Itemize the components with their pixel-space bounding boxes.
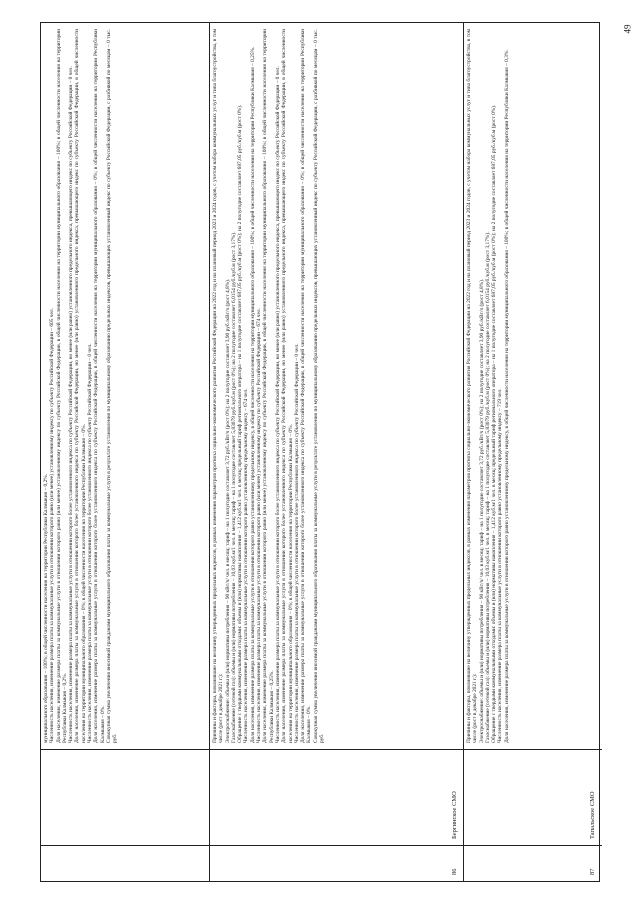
paragraph: Доля населения, изменение размера платы за коммунальные услуги в отношении которого более установленного индекса по субъекту Российской Федерации, в общей численности населения на территории муниципального образования – 0%; в общей численности населения на территории Республики Калмыкия – 0%. xyxy=(300,29,313,743)
table-row xyxy=(463,23,602,881)
row-number: 86 xyxy=(451,868,458,875)
paragraph: Доля населения, изменение размера платы за коммунальные услуги в отношении которого более установленного индекса по субъекту Российской Федерации, в общей численности населения на территории муниципального образования – 0%; в общей численности населения на территории Республики Калмыкия – 0%. xyxy=(93,29,106,743)
paragraph: Причины и факторы, повлиявшие на величину утвержденных предельных индексов, в рамках изменения параметров прогноза социально-экономического развития Российской Федерации на 2022 год и на плановый период 2023 и 2024 годов, с учетом набора коммунальных услуг и типа благоустройства, в том числе (рост в декабре 2021 г.): xyxy=(466,29,479,743)
paragraph: Численность населения, изменение размера платы за коммунальные услуги в отношении которого равно установленному предельному индексу – 719 чел. xyxy=(497,388,504,743)
row-number: 87 xyxy=(589,868,596,875)
paragraph: Обращение с твердыми коммунальными отходами: объемы и (или) нормативы накопления – 1,412 куб.м/1 чел. в месяц; предельный тариф регионального оператора – на 1 полугодие составляет 687,05 руб./куб.м (рост 0%); на 2 полугодие составляет 687,05 руб./куб.м (рост 0%). xyxy=(237,104,244,743)
paragraph: Численность населения, изменение размера платы за коммунальные услуги в отношении которого равно установленному предельному индексу – 674 чел. xyxy=(243,388,250,743)
municipality-name: Бергинское СМО xyxy=(451,791,458,839)
paragraph: Доля населения, изменение размера платы за коммунальные услуги в отношении которого равно (или менее) установленному индексу по субъекту Российской Федерации, в общей численности населения на территории муниципального образования – 100%; в общей численности населения на территории Республики Калмыкия – 0,25%. xyxy=(262,29,275,743)
paragraph: Причины и факторы, повлиявшие на величину утвержденных предельных индексов, в рамках изменения параметров прогноза социально-экономического развития Российской Федерации на 2022 год и на плановый период 2023 и 2024 годов, с учетом набора коммунальных услуг и типа благоустройства, в том числе (рост в декабре 2021 г.): xyxy=(212,29,225,743)
table-row xyxy=(41,23,209,881)
paragraph: Численность населения, изменение размера платы за коммунальные услуги в отношении которого равно (или менее) установленному индексу по субъекту Российской Федерации – 674 чел. xyxy=(256,308,263,743)
paragraph: Газоснабжение (сетевой газ): объемы и (или) нормативы потребления – 10,03 куб.м/1 чел. в месяц; тариф – на 1 полугодие составляет 5,83079 руб./куб.м (рост 0%); на 2 полугодие составляет 6,0154 руб./куб.м (рост 3,17%). xyxy=(230,231,237,743)
rotated-table-sheet xyxy=(40,22,600,882)
paragraph: Обращение с твердыми коммунальными отходами: объемы и (или) нормативы накопления – 1,412 куб.м/1 чел. в месяц; предельный тариф регионального оператора – на 1 полугодие составляет 687,05 руб./куб.м (рост 0%); на 2 полугодие составляет 687,05 руб./куб.м (рост 0%). xyxy=(491,104,498,743)
paragraph: Численность населения, изменение размера платы за коммунальные услуги в отношении которого равно (или менее) установленному индексу по субъекту Российской Федерации – 605 чел. xyxy=(49,308,56,743)
paragraph: Доля населения, изменение размера платы за коммунальные услуги в отношении которого равно установленному предельному индексу, в общей численности населения на территории муниципального образования – 100%; в общей численности населения на территории Республики Калмыкия – 0,3%. xyxy=(503,49,510,743)
paragraph: Численность населения, изменение размера платы за коммунальные услуги в отношении которого более установленного индекса по субъекту Российской Федерации, но менее (или равно) установленного предельного индекса, превышающего индекс по субъекту Российской Федерации – 0 чел. xyxy=(274,66,281,743)
paragraph: Численность населения, изменение размера платы за коммунальные услуги в отношении которого более установленного индекса по субъекту Российской Федерации, но менее (или равно) установленного предельного индекса, превышающего индекс по субъекту Российской Федерации – 0 чел. xyxy=(68,66,75,743)
paragraph: Доля населения, изменение размера платы за коммунальные услуги в отношении которого равно (или менее) установленному индексу по субъекту Российской Федерации, в общей численности населения на территории муниципального образования – 100%; в общей численности населения на территории Республики Калмыкия – 0,2%. xyxy=(55,29,68,743)
paragraph: Электроснабжение: объемы и (или) нормативы потребления – 90 кВт/ч/ чел. в месяц; тариф – на 1 полугодие составляет 3,72 руб./кВт/ч (рост 0%); на 2 полугодие составляет 3,90 руб./кВт/ч (рост 4,8%). xyxy=(478,278,485,743)
row-number-cell xyxy=(41,845,209,881)
table-frame xyxy=(40,22,600,882)
row-number-cell xyxy=(210,845,464,881)
paragraph: Численность населения, изменение размера платы за коммунальные услуги в отношении которого более установленного индекса по субъекту Российской Федерации – 0 чел. xyxy=(87,343,94,743)
row-number-cell xyxy=(464,845,602,881)
paragraph: Численность населения, изменение размера платы за коммунальные услуги в отношении которого более установленного индекса по субъекту Российской Федерации – 0 чел. xyxy=(293,343,300,743)
table-row xyxy=(209,23,464,881)
municipality-name: Тапальское СМО xyxy=(589,791,596,839)
description-cell xyxy=(464,23,602,749)
municipality-cell xyxy=(210,749,464,845)
paragraph: Совокупная сумма увеличения вносимой гражданами муниципального образования платы за коммунальные услуги в результате установления по муниципальному образованию предельных индексов, превышающих установленный индекс по субъекту Российской Федерации, с разбивкой по месяцам – 0 тыс. руб. xyxy=(312,29,326,743)
page-number: 49 xyxy=(622,24,633,34)
municipality-cell xyxy=(41,749,209,845)
paragraph: Газоснабжение (сетевой газ): объемы и (или) нормативы потребления – 10,03 куб.м/1 чел. в месяц; тариф – на 1 полугодие составляет 5,83079 руб./куб.м (рост 0%); на 2 полугодие составляет 6,0154 руб./куб.м (рост 3,17%). xyxy=(484,231,491,743)
paragraph: Доля населения, изменение размера платы за коммунальные услуги в отношении которого более установленного индекса по субъекту Российской Федерации, но менее (или равно) установленного предельного индекса, превышающего индекс по субъекту Российской Федерации, в общей численности населения на территории муниципального образования – 0%; в общей численности населения на территории Республики Калмыкия – 0%. xyxy=(281,29,294,743)
description-cell xyxy=(210,23,464,749)
paragraph: Доля населения, изменение размера платы за коммунальные услуги в отношении которого более установленного индекса по субъекту Российской Федерации, но менее (или равно) установленного предельного индекса, превышающего индекс по субъекту Российской Федерации, в общей численности населения на территории муниципального образования – 0%; в общей численности населения на территории Республики Калмыкия – 0%. xyxy=(74,29,87,743)
description-cell xyxy=(41,23,209,749)
paragraph: муниципального образования – 100%; в общей численности населения на территории Республики Калмыкия – 0,2%. xyxy=(43,473,49,743)
paragraph: Совокупная сумма увеличения вносимой гражданами муниципального образования платы за коммунальные услуги в результате установления по муниципальному образованию предельных индексов, превышающих установленный индекс по субъекту Российской Федерации, с разбивкой по месяцам – 0 тыс. руб. xyxy=(105,29,119,743)
paragraph: Электроснабжение: объемы и (или) нормативы потребления – 90 кВт/ч/ чел. в месяц; тариф – на 1 полугодие составляет 3,72 руб./кВт/ч (рост 0%); на 2 полугодие составляет 3,90 руб./кВт/ч (рост 4,8%). xyxy=(224,278,231,743)
paragraph: Доля населения, изменение размера платы за коммунальные услуги в отношении которого равно установленному предельному индексу, в общей численности населения на территории муниципального образования – 100%; в общей численности населения на территории Республики Калмыкия – 0,25%. xyxy=(249,46,256,743)
municipality-cell xyxy=(464,749,602,845)
